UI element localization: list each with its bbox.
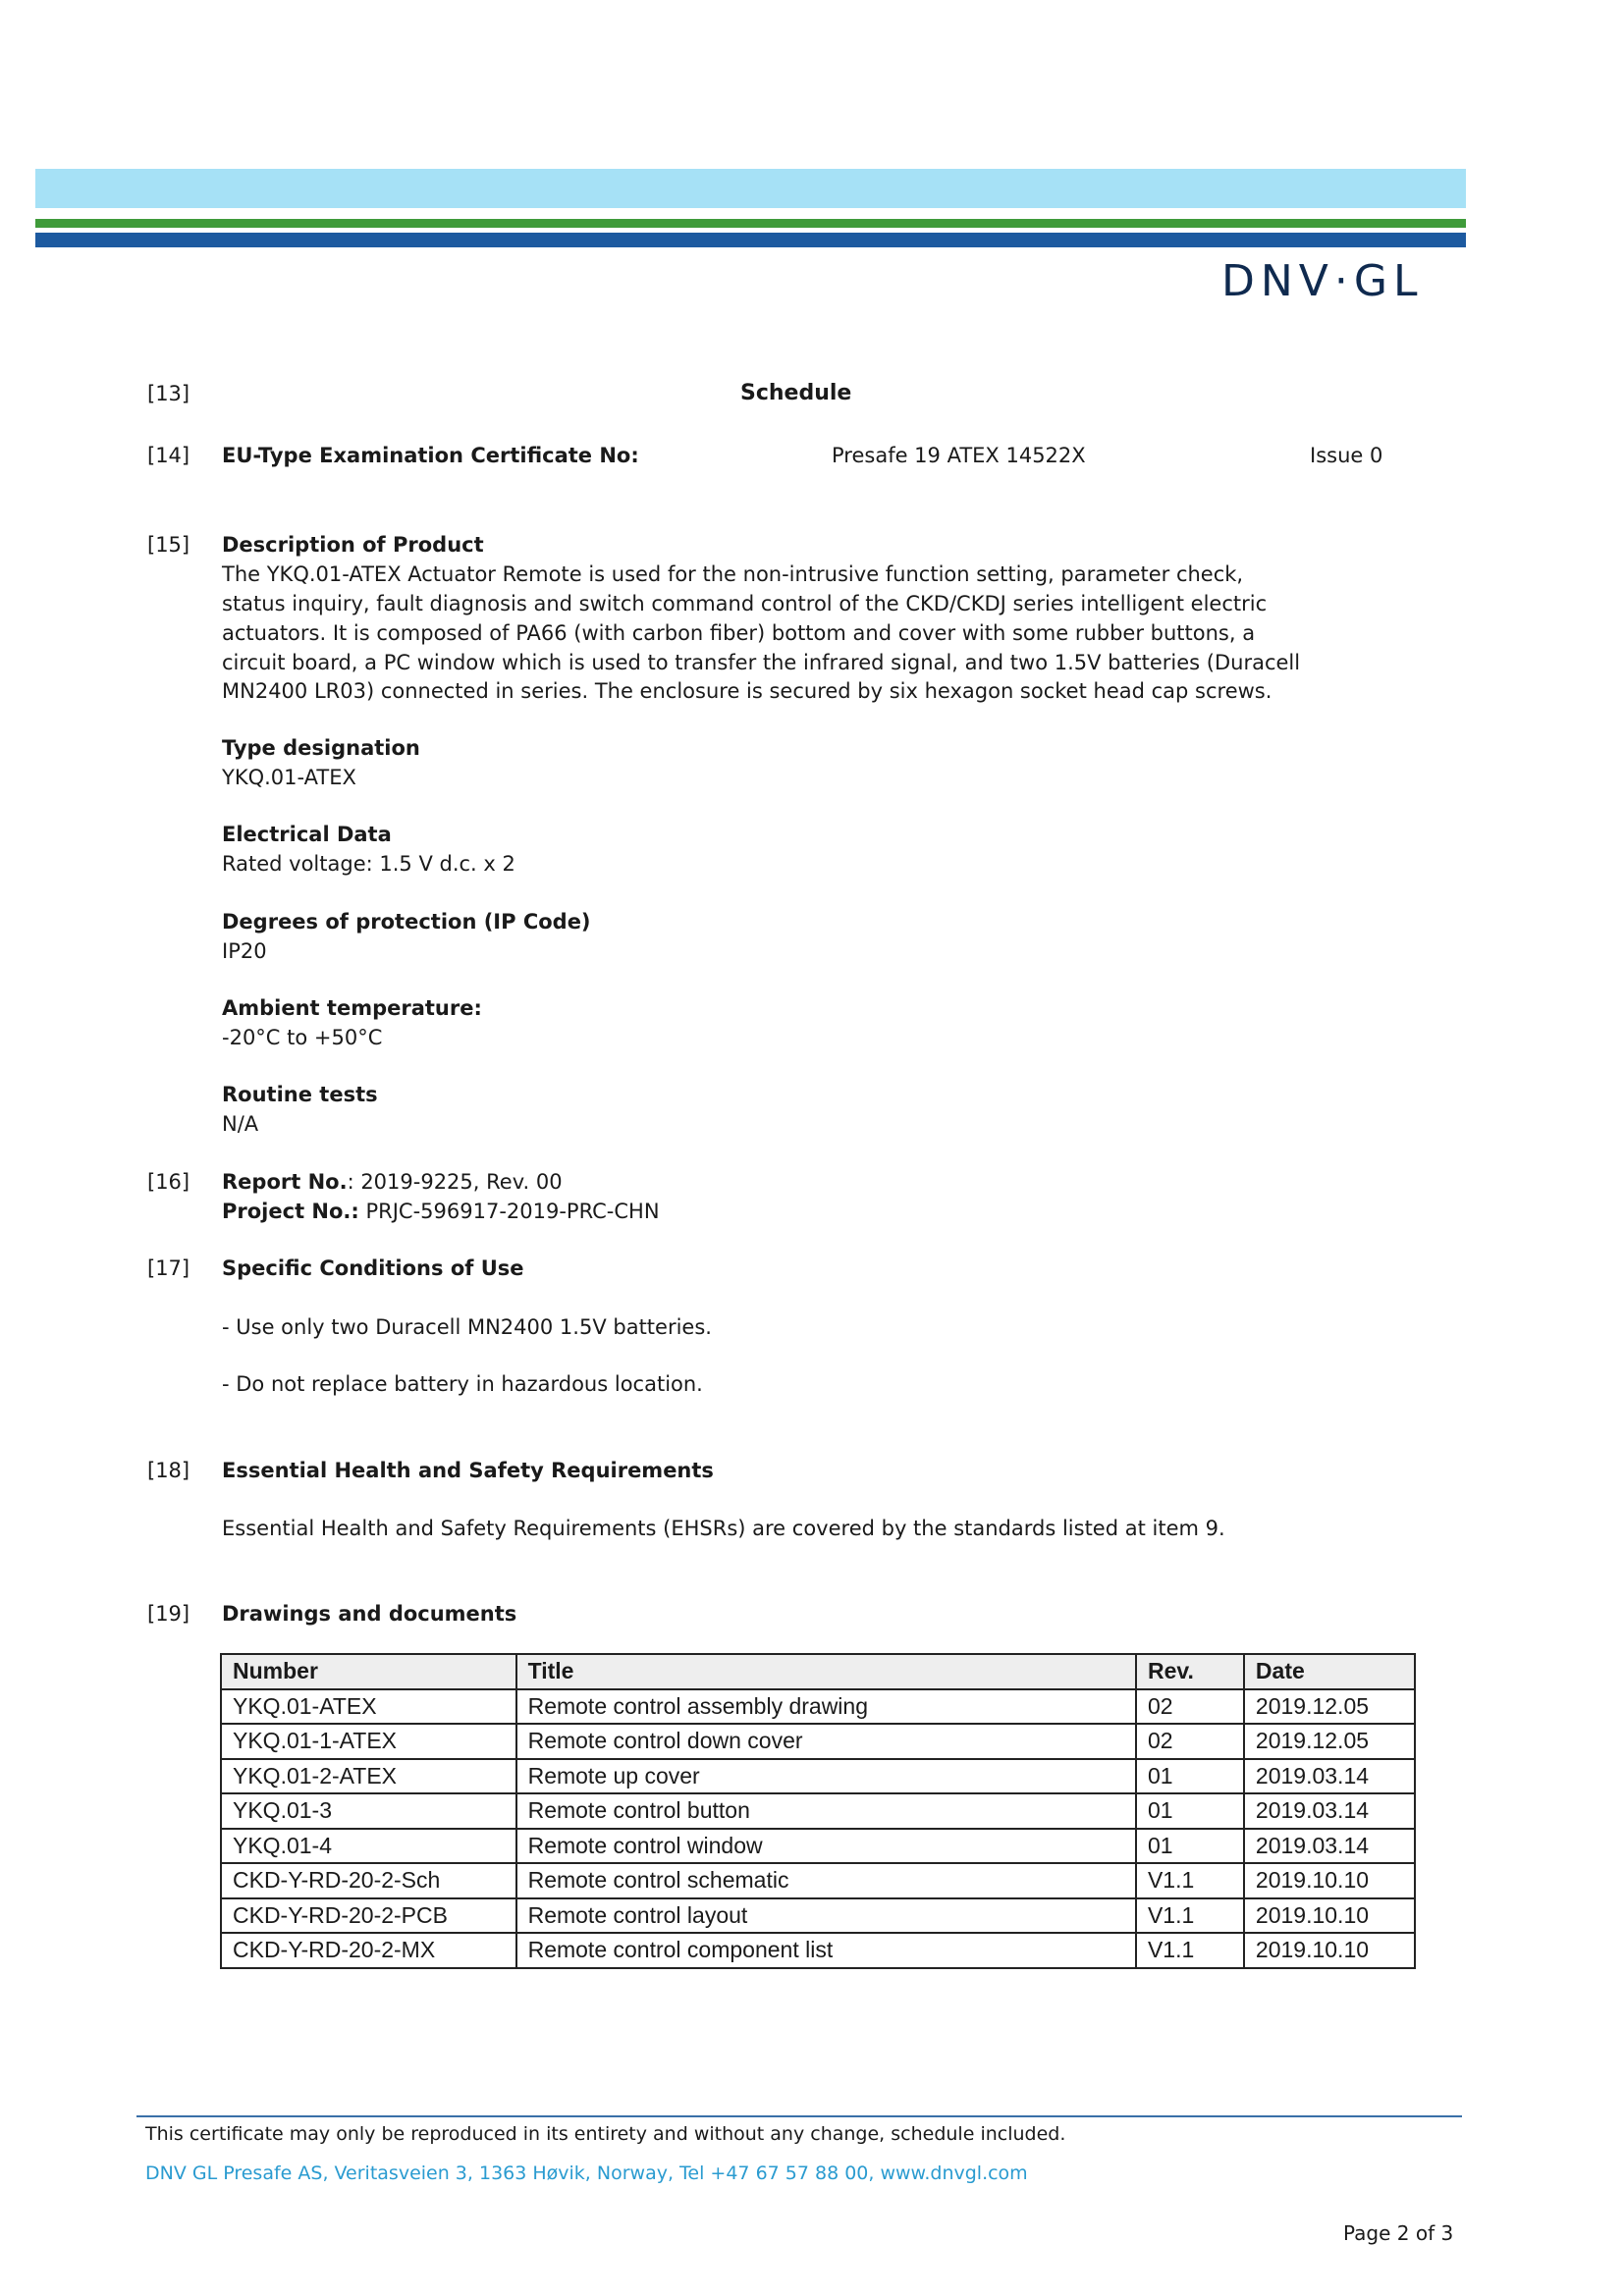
table-row — [221, 1724, 1415, 1759]
item-number-14: [14] — [147, 444, 190, 467]
table-row — [221, 1759, 1415, 1794]
table-row — [221, 1829, 1415, 1864]
footer-notice: This certificate may only be reproduced in its entirety and without any change, schedule included. — [145, 2123, 1066, 2145]
electrical-data-label: Electrical Data — [222, 823, 392, 846]
report-number-label: Report No. — [222, 1170, 348, 1194]
report-number-line — [222, 1167, 563, 1197]
table-row — [221, 1898, 1415, 1934]
cell-number: CKD-Y-RD-20-2-Sch — [221, 1863, 516, 1898]
description-heading: Description of Product — [222, 533, 484, 557]
page-number: Page 2 of 3 — [1343, 2221, 1454, 2245]
routine-tests-value: N/A — [222, 1112, 259, 1136]
item-number-19: [19] — [147, 1602, 190, 1626]
issue-number: Issue 0 — [1310, 444, 1383, 467]
cell-date: 2019.10.10 — [1244, 1898, 1415, 1934]
cell-date: 2019.12.05 — [1244, 1724, 1415, 1759]
cell-number: YKQ.01-2-ATEX — [221, 1759, 516, 1794]
project-number-value: PRJC-596917-2019-PRC-CHN — [358, 1200, 660, 1223]
description-line: circuit board, a PC window which is used to transfer the infrared signal, and two 1.5V batteries (Duracell — [222, 651, 1301, 674]
cell-date: 2019.12.05 — [1244, 1689, 1415, 1725]
ambient-temperature-label: Ambient temperature: — [222, 996, 482, 1020]
cell-title: Remote control assembly drawing — [516, 1689, 1136, 1725]
cell-rev: V1.1 — [1136, 1863, 1244, 1898]
cell-rev: V1.1 — [1136, 1933, 1244, 1968]
cell-rev: 01 — [1136, 1829, 1244, 1864]
ehsr-text: Essential Health and Safety Requirements (EHSRs) are covered by the standards listed at item 9. — [222, 1517, 1225, 1540]
description-line: status inquiry, fault diagnosis and switch command control of the CKD/CKDJ series intelligent electric — [222, 592, 1268, 615]
cell-title: Remote control schematic — [516, 1863, 1136, 1898]
cell-number: YKQ.01-ATEX — [221, 1689, 516, 1725]
cell-number: CKD-Y-RD-20-2-PCB — [221, 1898, 516, 1934]
header-band-green — [35, 219, 1466, 228]
table-body — [221, 1689, 1415, 1968]
footer-address: DNV GL Presafe AS, Veritasveien 3, 1363 Høvik, Norway, Tel +47 67 57 88 00, www.dnvgl.com — [145, 2163, 1028, 2184]
cell-date: 2019.10.10 — [1244, 1933, 1415, 1968]
column-header-title: Title — [516, 1654, 1136, 1689]
item-number-17: [17] — [147, 1256, 190, 1280]
table-row — [221, 1933, 1415, 1968]
table-header-row — [221, 1654, 1415, 1689]
cell-date: 2019.03.14 — [1244, 1793, 1415, 1829]
certificate-number: Presafe 19 ATEX 14522X — [832, 444, 1086, 467]
routine-tests-label: Routine tests — [222, 1083, 378, 1106]
cell-number: YKQ.01-4 — [221, 1829, 516, 1864]
condition-item: - Do not replace battery in hazardous location. — [222, 1372, 703, 1396]
project-number-label: Project No.: — [222, 1200, 359, 1223]
column-header-number: Number — [221, 1654, 516, 1689]
cell-date: 2019.10.10 — [1244, 1863, 1415, 1898]
cell-number: CKD-Y-RD-20-2-MX — [221, 1933, 516, 1968]
project-number-line — [222, 1197, 660, 1226]
item-number-16: [16] — [147, 1170, 190, 1194]
drawings-table — [220, 1653, 1416, 1969]
ip-code-label: Degrees of protection (IP Code) — [222, 910, 591, 934]
cell-title: Remote control component list — [516, 1933, 1136, 1968]
condition-item: - Use only two Duracell MN2400 1.5V batteries. — [222, 1315, 712, 1339]
description-line: The YKQ.01-ATEX Actuator Remote is used for the non-intrusive function setting, parameter check, — [222, 562, 1244, 586]
table-row — [221, 1689, 1415, 1725]
cell-rev: 02 — [1136, 1689, 1244, 1725]
cell-title: Remote control down cover — [516, 1724, 1136, 1759]
description-line: actuators. It is composed of PA66 (with carbon fiber) bottom and cover with some rubber buttons, a — [222, 621, 1256, 645]
cell-title: Remote up cover — [516, 1759, 1136, 1794]
ip-code-value: IP20 — [222, 939, 267, 963]
ehsr-heading: Essential Health and Safety Requirements — [222, 1459, 714, 1482]
item-number-18: [18] — [147, 1459, 190, 1482]
item-number-15: [15] — [147, 533, 190, 557]
ambient-temperature-value: -20°C to +50°C — [222, 1026, 383, 1049]
electrical-data-value: Rated voltage: 1.5 V d.c. x 2 — [222, 852, 515, 876]
cell-rev: 02 — [1136, 1724, 1244, 1759]
cell-date: 2019.03.14 — [1244, 1759, 1415, 1794]
table-row — [221, 1793, 1415, 1829]
footer-rule — [136, 2115, 1462, 2117]
cell-number: YKQ.01-3 — [221, 1793, 516, 1829]
cell-title: Remote control layout — [516, 1898, 1136, 1934]
cell-rev: 01 — [1136, 1793, 1244, 1829]
cell-number: YKQ.01-1-ATEX — [221, 1724, 516, 1759]
report-number-value: : 2019-9225, Rev. 00 — [347, 1170, 563, 1194]
page-title: Schedule — [740, 381, 852, 405]
column-header-rev: Rev. — [1136, 1654, 1244, 1689]
header-band-blue — [35, 233, 1466, 247]
drawings-heading: Drawings and documents — [222, 1602, 517, 1626]
cell-rev: V1.1 — [1136, 1898, 1244, 1934]
table-row — [221, 1863, 1415, 1898]
conditions-heading: Specific Conditions of Use — [222, 1256, 524, 1280]
header-band-light — [35, 169, 1466, 208]
dnvgl-logo: DNV·GL — [1221, 256, 1424, 306]
description-line: MN2400 LR03) connected in series. The enclosure is secured by six hexagon socket head cap screws. — [222, 679, 1272, 703]
type-designation-label: Type designation — [222, 736, 420, 760]
cell-title: Remote control button — [516, 1793, 1136, 1829]
type-designation-value: YKQ.01-ATEX — [222, 766, 356, 789]
certificate-label: EU-Type Examination Certificate No: — [222, 444, 639, 467]
cell-date: 2019.03.14 — [1244, 1829, 1415, 1864]
column-header-date: Date — [1244, 1654, 1415, 1689]
item-number-13: [13] — [147, 382, 190, 405]
cell-title: Remote control window — [516, 1829, 1136, 1864]
cell-rev: 01 — [1136, 1759, 1244, 1794]
